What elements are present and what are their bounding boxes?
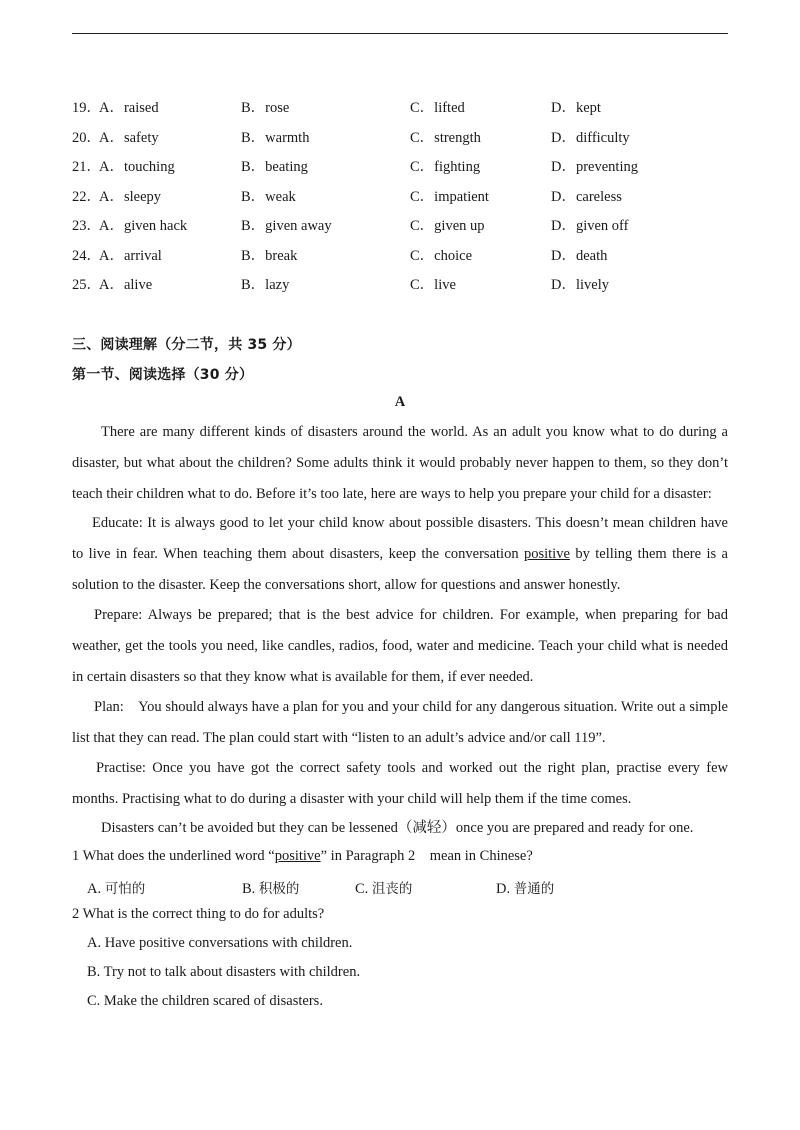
option-c: C．live	[410, 277, 456, 293]
option-c: C．lifted	[410, 100, 465, 116]
choice-label: A.	[87, 881, 102, 897]
cloze-options-list	[72, 96, 732, 303]
paragraph-text: Educate: It is always good to let your child know about possible disasters. This doesn’t mean children have to live in fear. When teaching them about disasters, keep the conversation	[72, 515, 728, 562]
option-d: D．kept	[551, 100, 601, 116]
choice-text: 沮丧的	[371, 881, 413, 897]
underlined-word: positive	[274, 848, 321, 864]
choice-label: B.	[242, 881, 256, 897]
question-number: 19．	[72, 100, 101, 116]
option-row-23	[72, 214, 732, 244]
option-row-20	[72, 126, 732, 156]
question-number: 22．	[72, 188, 101, 205]
option-c: C．strength	[410, 129, 481, 146]
passage-letter: A	[394, 394, 406, 410]
choice-text: 积极的	[258, 881, 300, 897]
option-c: C．given up	[410, 218, 485, 234]
option-c: C．fighting	[410, 159, 481, 175]
option-d: D．lively	[551, 277, 609, 293]
question-2-choice-b: B. Try not to talk about disasters with children.	[87, 964, 361, 980]
option-d: D．given off	[551, 218, 629, 234]
choice-text: 可怕的	[104, 881, 146, 897]
option-a: A．arrival	[99, 247, 162, 264]
question-number: 21．	[72, 159, 101, 175]
passage-paragraph-6: Disasters can’t be avoided but they can be lessened（减轻）once you are prepared and ready for one.	[101, 820, 694, 836]
passage-paragraph-5: Practise: Once you have got the correct safety tools and worked out the right plan, practise every few months. Practising what to do during a disaster with your child will help them if the time comes.	[72, 760, 728, 807]
option-b: B．weak	[241, 188, 296, 205]
passage-paragraph-3: Prepare: Always be prepared; that is the best advice for children. For example, when preparing for bad weather, get the tools you need, like candles, radios, food, water and medicine. Teach your child what is needed in certain disasters so that they know what is available for them, if ever needed.	[72, 607, 728, 685]
question-number: 23．	[72, 218, 101, 234]
question-2-choice-c: C. Make the children scared of disasters.	[87, 993, 323, 1009]
option-d: D．death	[551, 247, 608, 264]
choice-text: 普通的	[513, 881, 555, 897]
option-a: A．sleepy	[99, 188, 162, 205]
passage-paragraph-4: Plan: You should always have a plan for you and your child for any dangerous situation. Write out a simple list that they can read. The plan could start with “listen to an adult’s advice and/or call 119”.	[72, 699, 732, 746]
underlined-word: positive	[523, 546, 570, 562]
option-a: A．raised	[99, 100, 159, 116]
question-1-choice-a	[87, 877, 145, 898]
option-b: B．beating	[241, 159, 308, 175]
option-c: C．impatient	[410, 188, 489, 205]
question-2-choice-a: A. Have positive conversations with children.	[87, 935, 353, 951]
section-title: 三、阅读理解（分二节，共 35 分）	[72, 337, 301, 353]
option-b: B．break	[241, 247, 298, 264]
option-d: D．difficulty	[551, 129, 630, 146]
option-d: D．preventing	[551, 159, 638, 175]
option-b: B．lazy	[241, 277, 290, 293]
option-d: D．careless	[551, 188, 622, 205]
option-a: A．safety	[99, 129, 159, 146]
choice-label: C.	[355, 881, 369, 897]
question-1-stem	[72, 848, 533, 865]
option-row-21	[72, 155, 732, 185]
question-number: 25．	[72, 277, 101, 293]
section-subtitle: 第一节、阅读选择（30 分）	[72, 367, 254, 383]
option-b: B．given away	[241, 218, 332, 234]
header-rule	[72, 33, 728, 34]
option-row-25	[72, 273, 732, 303]
question-number: 20．	[72, 129, 101, 146]
option-row-24	[72, 244, 732, 274]
option-row-22	[72, 185, 732, 215]
question-1-choice-c	[355, 877, 412, 898]
paragraph-text: by telling them there is a solution to the disaster. Keep the conversations short, allow for questions and answer honestly.	[72, 546, 728, 593]
option-a: A．given hack	[99, 218, 188, 234]
option-b: B．warmth	[241, 129, 310, 146]
question-1-choice-d	[496, 877, 554, 898]
option-row-19	[72, 96, 732, 126]
question-2-stem: 2 What is the correct thing to do for adults?	[72, 906, 325, 922]
option-a: A．touching	[99, 159, 175, 175]
option-c: C．choice	[410, 247, 473, 264]
question-1-choice-b	[242, 877, 299, 898]
passage-paragraph-2	[72, 508, 728, 601]
option-b: B．rose	[241, 100, 290, 116]
passage-paragraph-1: There are many different kinds of disasters around the world. As an adult you know what to do during a disaster, but what about the children? Some adults think it would probably never happen to them, so they don’t teach their children what to do. Before it’s too late, here are ways to help you prepare your child for a disaster:	[72, 424, 728, 502]
choice-label: D.	[496, 881, 511, 897]
question-text: 1 What does the underlined word “	[72, 848, 275, 864]
question-number: 24．	[72, 247, 101, 264]
question-text: ” in Paragraph 2 mean in Chinese?	[320, 848, 533, 864]
option-a: A．alive	[99, 277, 153, 293]
